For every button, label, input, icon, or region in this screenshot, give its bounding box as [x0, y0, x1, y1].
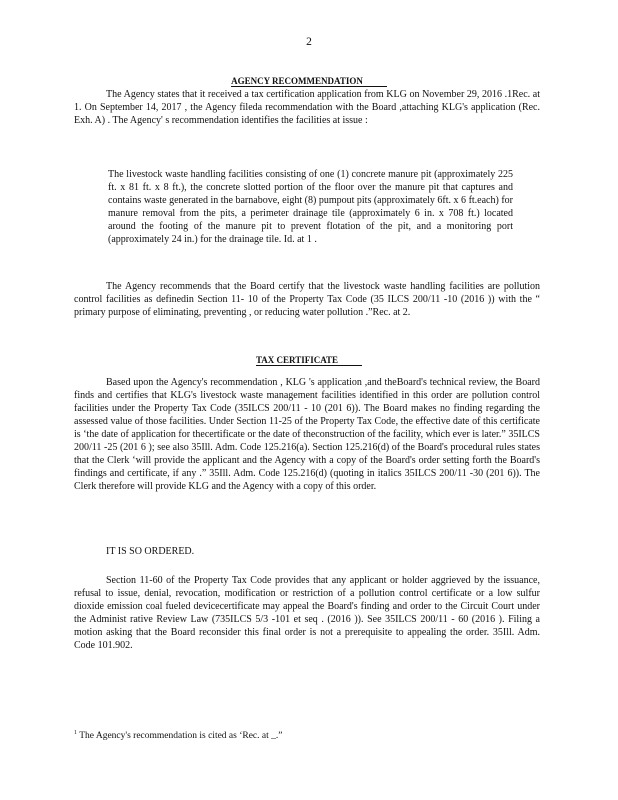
- footnote-divider: [74, 722, 224, 723]
- so-ordered-statement: IT IS SO ORDERED.: [106, 546, 195, 557]
- tax-certificate-heading: [0, 355, 618, 366]
- footnote-text: The Agency's recommendation is cited as ‘Rec. at _.”: [79, 731, 283, 742]
- agency-recommends-paragraph: The Agency recommends that the Board certify that the livestock waste handling facilities are pollution control facilities as definedin Section 11- 10 of the Property Tax Code (35 ILCS 200/11 -10 (2016 )) with the “ primary purpose of eliminating, preventing , or reducing water pollution .”Rec. at 2.: [74, 281, 540, 318]
- intro-paragraph: The Agency states that it received a tax certification application from KLG on November 29, 2016 .1Rec. at 1. On September 14, 2017 , the Agency fileda recommendation with the Board ,attaching KLG's application (Rec. Exh. A) . The Agency' s recommendation identifies the facilities at issue :: [74, 89, 540, 126]
- footnote: [74, 730, 282, 741]
- appeal-rights-paragraph: Section 11-60 of the Property Tax Code provides that any applicant or holder aggrieved by the issuance, refusal to issue, denial, revocation, modification or restriction of a pollution control certificate or a low sulfur dioxide emission coal fueled devicecertificate may appeal the Board's finding and order to the Circuit Court under the Administ rative Review Law (735ILCS 5/3 -101 et seq . (2016 )). See 35ILCS 200/11 - 60 (2016 ). Filing a motion asking that the Board reconsider this final order is not a prerequisite to appealing the order. 35Ill. Adm. Code 101.902.: [74, 575, 540, 651]
- page-number: 2: [306, 36, 312, 48]
- based-upon-paragraph: Based upon the Agency's recommendation , KLG 's application ,and theBoard's technical review, the Board finds and certifies that KLG's livestock waste management facilities identified in this order are pollution control facilities under the Property Tax Code (35ILCS 200/11 - 10 (201 6)). The Board makes no finding regarding the assessed value of those facilities. Under Section 11-25 of the Property Tax Code, the effective date of this certificate is ‘the date of application for thecertificate or the date of theconstruction of the facility, which ever is later.” 35ILCS 200/11 -25 (201 6 ); see also 35Ill. Adm. Code 125.216(a). Section 125.216(d) of the Board's procedural rules states that the Clerk ‘will provide the applicant and the Agency with a copy of the Board's order setting forth the Board's findings and certificate, if any .” 35Ill. Adm. Code 125.216(d) (quoting in italics 35ILCS 200/11 -30 (201 6)). The Clerk therefore will provide KLG and the Agency with a copy of this order.: [74, 377, 540, 492]
- section-heading-text: TAX CERTIFICATE: [256, 355, 362, 366]
- section-heading-text: AGENCY RECOMMENDATION: [231, 76, 387, 87]
- agency-recommendation-heading: [0, 76, 618, 87]
- footnote-marker: 1: [74, 730, 77, 736]
- facilities-description-paragraph: The livestock waste handling facilities consisting of one (1) concrete manure pit (approximately 225 ft. x 81 ft. x 8 ft.), the concrete slotted portion of the floor over the manure pit that captures and contains waste generated in the barnabove, eight (8) pumpout pits (approximately 6ft. x 6 ft.each) for manure removal from the pits, a perimeter drainage tile (approximately 6 in. x 708 ft.) located around the footing of the manure pit to prevent flotation of the pit, and a monitoring port (approximately 24 in.) for the drainage tile. Id. at 1 .: [108, 169, 513, 245]
